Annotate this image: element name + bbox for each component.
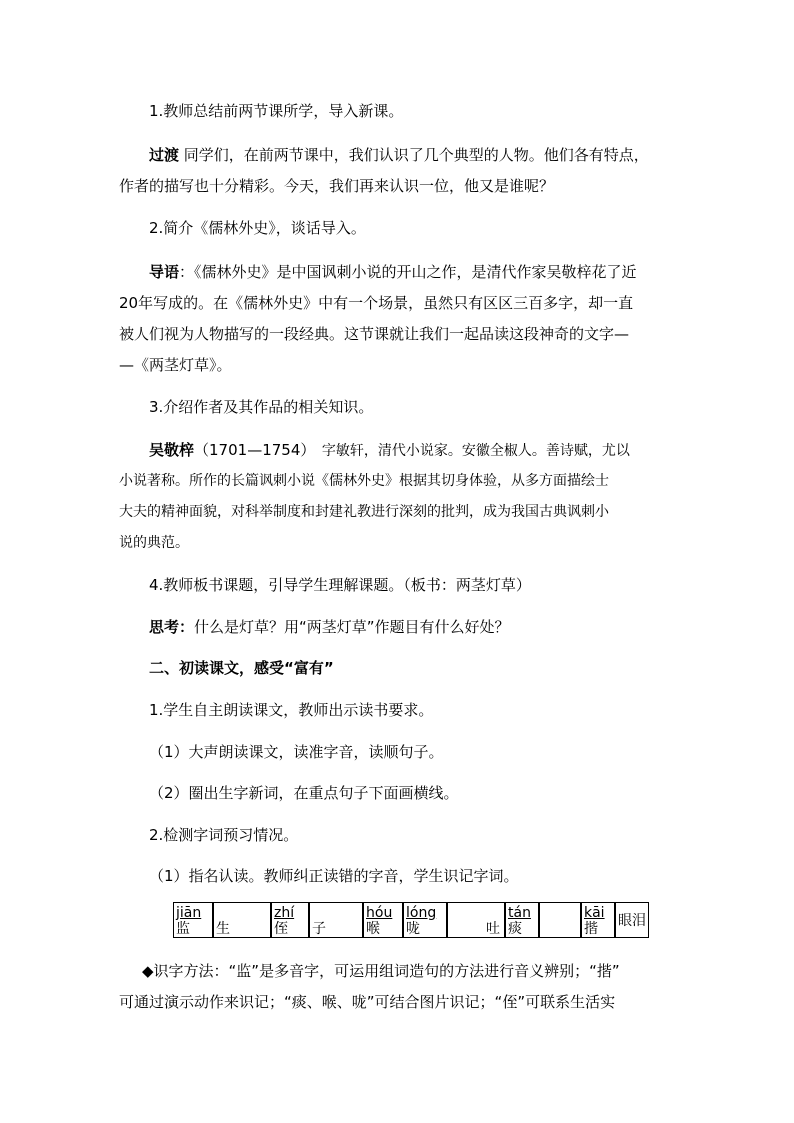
- pinyin: hóu: [366, 905, 393, 921]
- word-cell: [173, 902, 213, 938]
- label-author: 吴敬梓: [149, 441, 195, 459]
- word-cell: [213, 902, 271, 938]
- character: 吐: [486, 921, 500, 937]
- paragraph-author-cont-2: 大夫的精神面貌，对科举制度和封建礼教进行深刻的批判，成为我国古典讽刺小: [119, 504, 609, 520]
- paragraph-2: 2.简介《儒林外史》，谈话导入。: [149, 219, 366, 237]
- pinyin: jiān: [176, 905, 202, 921]
- paragraph-5: 1.学生自主朗读课文，教师出示读书要求。: [149, 701, 434, 719]
- paragraph-intro-cont-1: 20年写成的。在《儒林外史》中有一个场景，虽然只有区区三百多字，却一直: [119, 294, 634, 312]
- label-think: 思考：: [149, 618, 195, 636]
- word-cell: [271, 902, 309, 938]
- character: 咙: [406, 921, 420, 937]
- character: 子: [312, 921, 326, 937]
- paragraph-9: （1）指名认读。教师纠正读错的字音，学生识记字词。: [149, 867, 519, 885]
- paragraph-transition: [149, 145, 649, 165]
- word-cell: [615, 902, 649, 938]
- paragraph-think: [149, 617, 510, 637]
- text-transition: 同学们，在前两节课中，我们认识了几个典型的人物。他们各有特点，: [179, 146, 649, 164]
- author-years: （1701—1754）: [194, 441, 308, 459]
- label-transition: 过渡: [149, 146, 180, 164]
- paragraph-4: 4.教师板书课题，引导学生理解课题。（板书：两茎灯草）: [149, 576, 531, 594]
- paragraph-method: ◆识字方法：“监”是多音字，可运用组词造句的方法进行音义辨别；“揩”: [142, 962, 620, 980]
- paragraph-intro-cont-2: 被人们视为人物描写的一段经典。这节课就让我们一起品读这段神奇的文字—: [119, 325, 630, 343]
- word-cell: [309, 902, 363, 938]
- character: 生: [216, 921, 230, 937]
- pinyin: zhí: [274, 905, 295, 921]
- word-cell: [505, 902, 539, 938]
- paragraph-7: （2）圈出生字新词，在重点句子下面画横线。: [149, 784, 459, 802]
- paragraph-intro-cont-3: —《两茎灯草》。: [119, 356, 232, 374]
- character: 侄: [274, 921, 288, 937]
- paragraph-intro: [149, 262, 637, 282]
- word-cell: [447, 902, 505, 938]
- word-cell: [363, 902, 403, 938]
- word-cell: [581, 902, 615, 938]
- paragraph-transition-cont: 作者的描写也十分精彩。今天，我们再来认识一位，他又是谁呢？: [119, 177, 555, 195]
- word-cell: [539, 902, 581, 938]
- paragraph-method-cont: 可通过演示动作来识记；“痰、喉、咙”可结合图片识记；“侄”可联系生活实: [119, 993, 616, 1011]
- pinyin: kāi: [584, 905, 605, 921]
- paragraph-1: 1.教师总结前两节课所学，导入新课。: [149, 102, 404, 120]
- character: 喉: [366, 921, 380, 937]
- paragraph-author-cont-1: 小说著称。所作的长篇讽刺小说《儒林外史》根据其切身体验，从多方面描绘士: [119, 473, 609, 489]
- paragraph-3: 3.介绍作者及其作品的相关知识。: [149, 398, 374, 416]
- paragraph-author: [149, 440, 630, 461]
- pinyin: tán: [508, 905, 531, 921]
- character: 揩: [584, 921, 598, 937]
- word-cell: [403, 902, 447, 938]
- label-intro: 导语: [149, 263, 180, 281]
- paragraph-6: （1）大声朗读课文，读准字音，读顺句子。: [149, 743, 444, 761]
- text-think: 什么是灯草？用“两茎灯草”作题目有什么好处？: [194, 618, 510, 636]
- pinyin: lóng: [406, 905, 437, 921]
- character: 眼泪: [618, 913, 646, 929]
- paragraph-8: 2.检测字词预习情况。: [149, 826, 299, 844]
- section-heading: 二、初读课文，感受“富有”: [149, 659, 334, 677]
- author-text: 字敏轩，清代小说家。安徽全椒人。善诗赋，尤以: [307, 443, 630, 459]
- character: 痰: [508, 921, 522, 937]
- paragraph-author-cont-3: 说的典范。: [119, 535, 189, 551]
- text-intro: ：《儒林外史》是中国讽刺小说的开山之作，是清代作家吴敬梓花了近: [179, 263, 637, 281]
- character: 监: [176, 921, 190, 937]
